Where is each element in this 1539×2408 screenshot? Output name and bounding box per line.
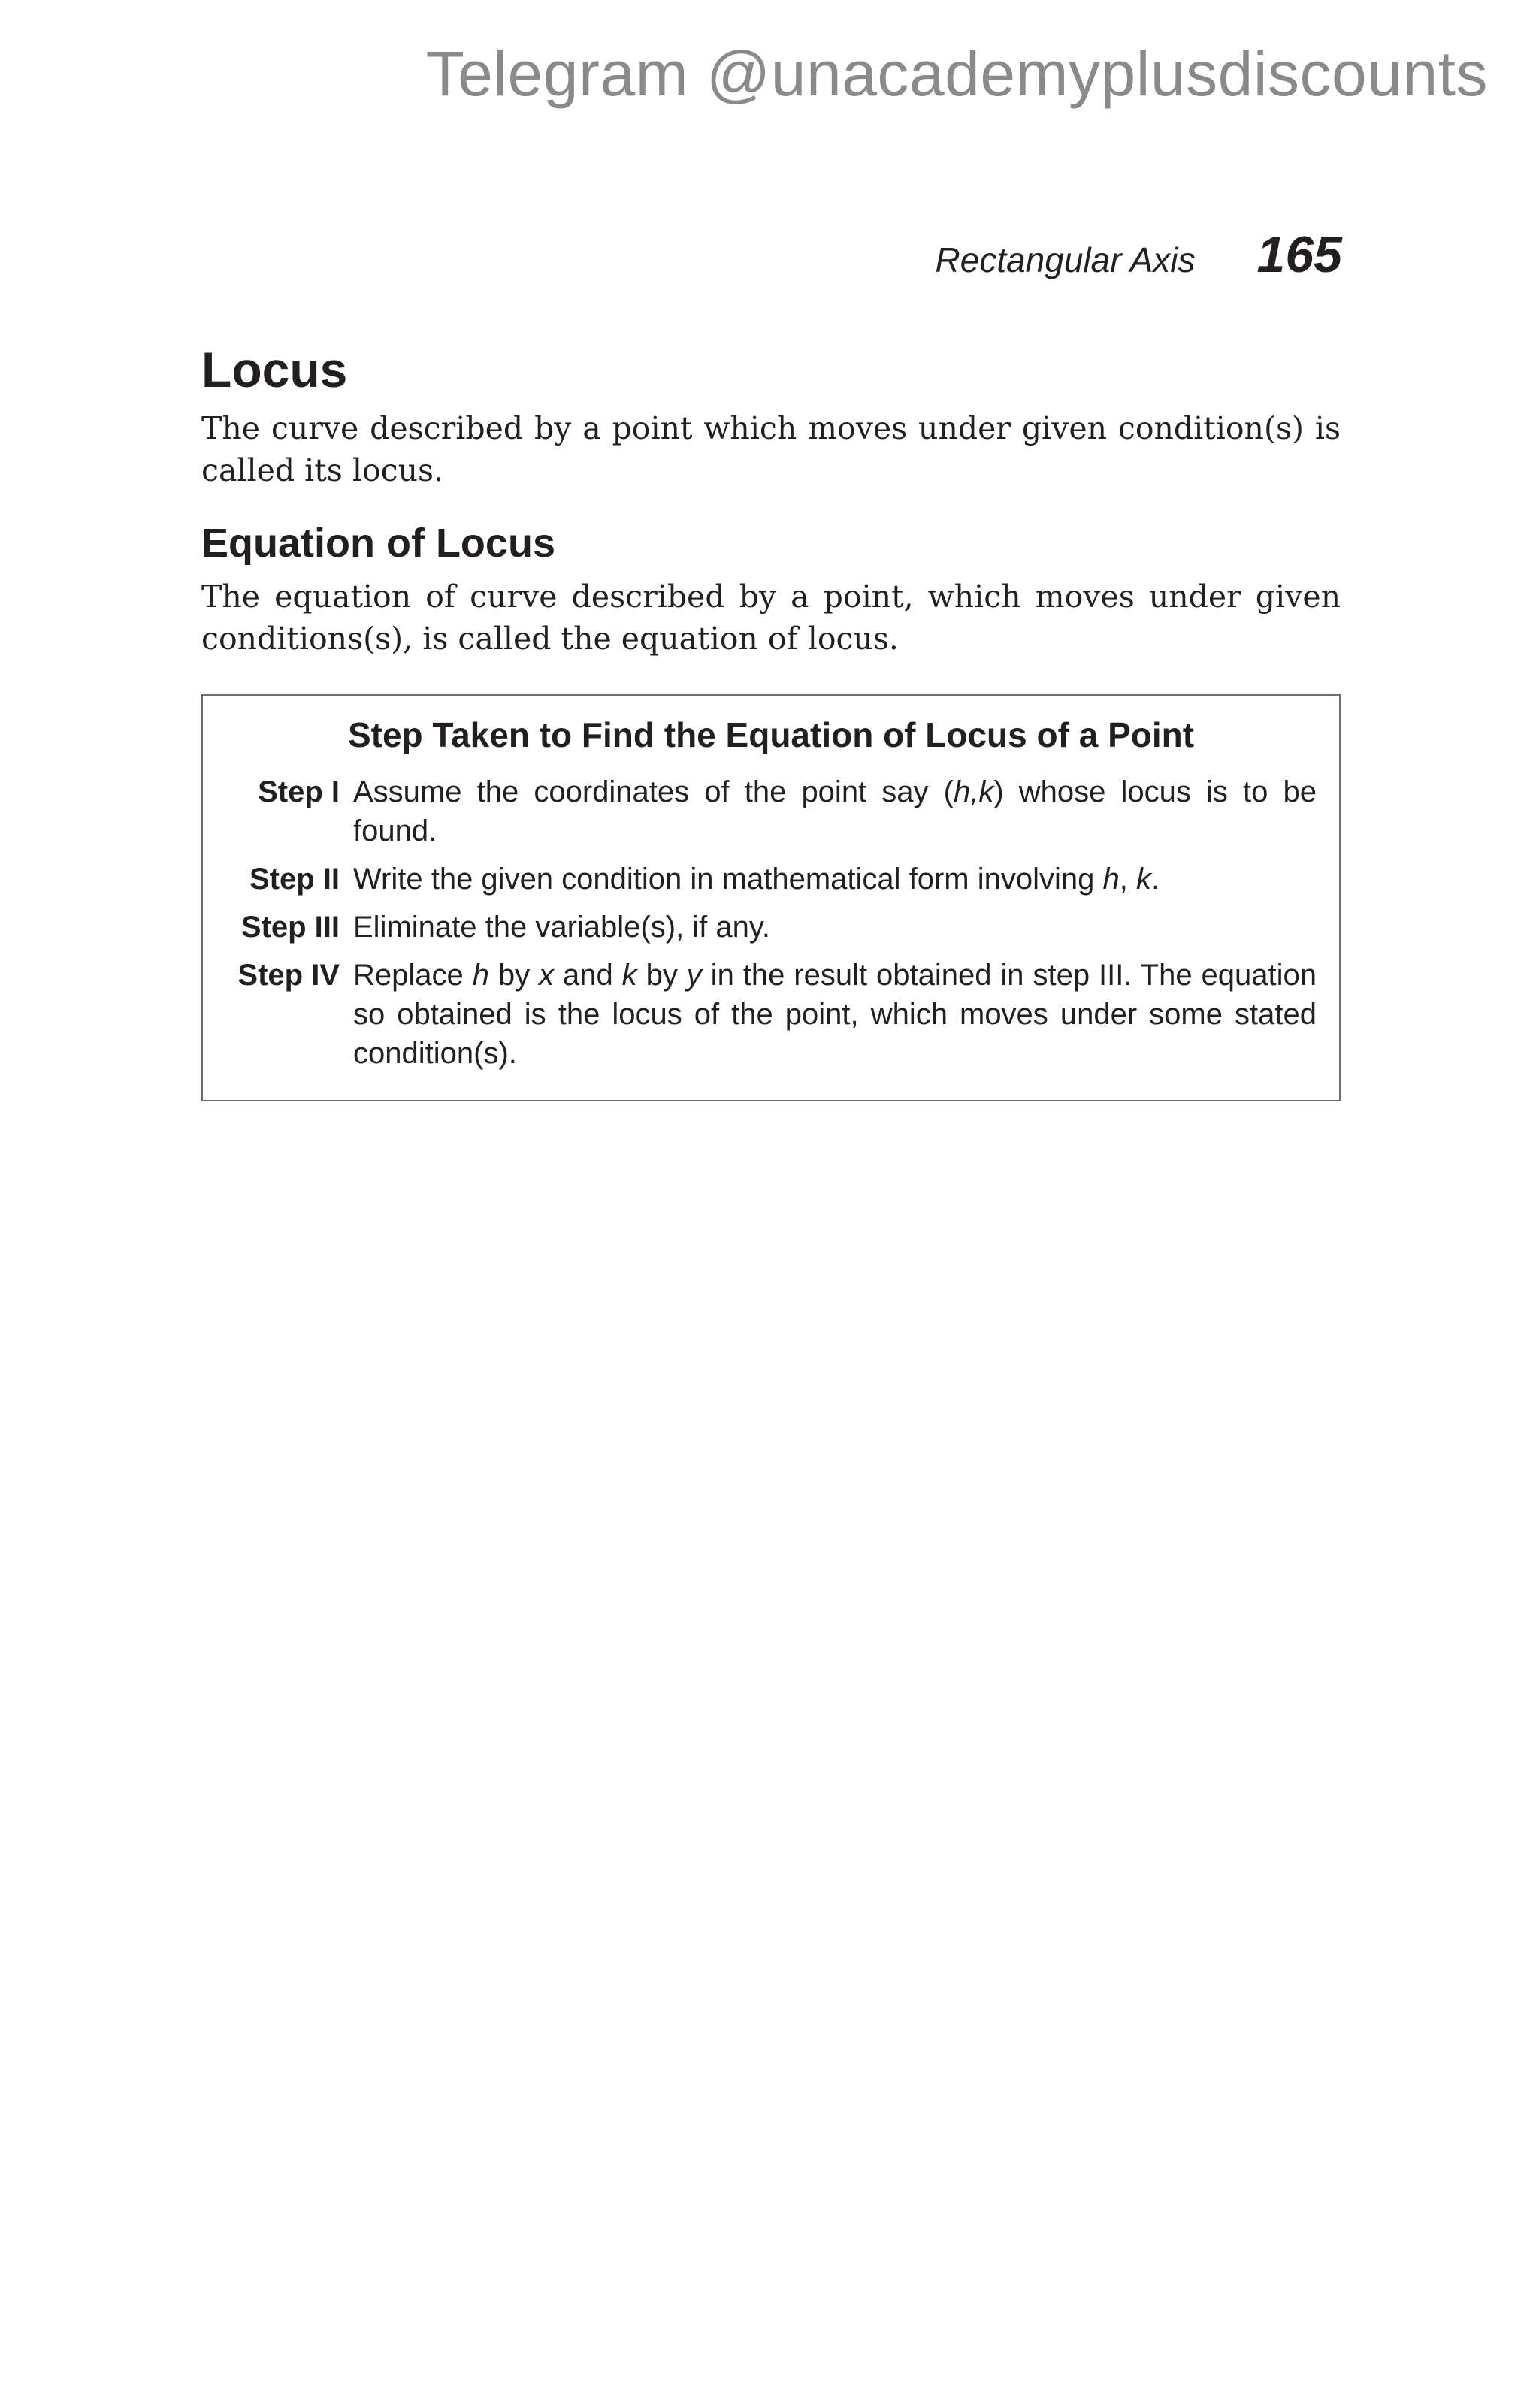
step-text: Replace h by x and k by y in the result obtained in step III. The equation so obtained is the locus of the point, which moves under some stated condition(s). — [353, 959, 1317, 1070]
locus-definition: The curve described by a point which moves under given condition(s) is called its locus. — [201, 410, 1341, 488]
step-item-4 — [222, 956, 1320, 1073]
step-text: Write the given condition in mathematical form involving h, k. — [353, 863, 1160, 896]
page-number: 165 — [1256, 226, 1342, 283]
steps-box-title: Step Taken to Find the Equation of Locus of a Point — [347, 715, 1195, 754]
section-heading-locus: Locus — [201, 342, 348, 397]
equation-of-locus-definition: The equation of curve described by a point, which moves under given conditions(s), is called the equation of locus. — [201, 579, 1341, 657]
step-text: Eliminate the variable(s), if any. — [353, 911, 771, 944]
step-item-3 — [222, 908, 1320, 947]
step-label: Step I — [258, 775, 340, 808]
step-label: Step III — [240, 911, 340, 944]
step-label: Step II — [249, 863, 340, 896]
page-content — [201, 340, 1341, 1101]
step-text: Assume the coordinates of the point say (h,k) whose locus is to be found. — [353, 775, 1317, 847]
running-title: Rectangular Axis — [935, 240, 1196, 279]
step-item-1 — [222, 772, 1320, 851]
running-header — [936, 225, 1342, 284]
step-item-2 — [222, 860, 1320, 899]
step-label: Step IV — [237, 959, 340, 992]
section-heading-equation-of-locus: Equation of Locus — [201, 521, 555, 566]
steps-box — [201, 694, 1341, 1101]
watermark-text: Telegram @unacademyplusdiscounts — [425, 38, 1488, 109]
